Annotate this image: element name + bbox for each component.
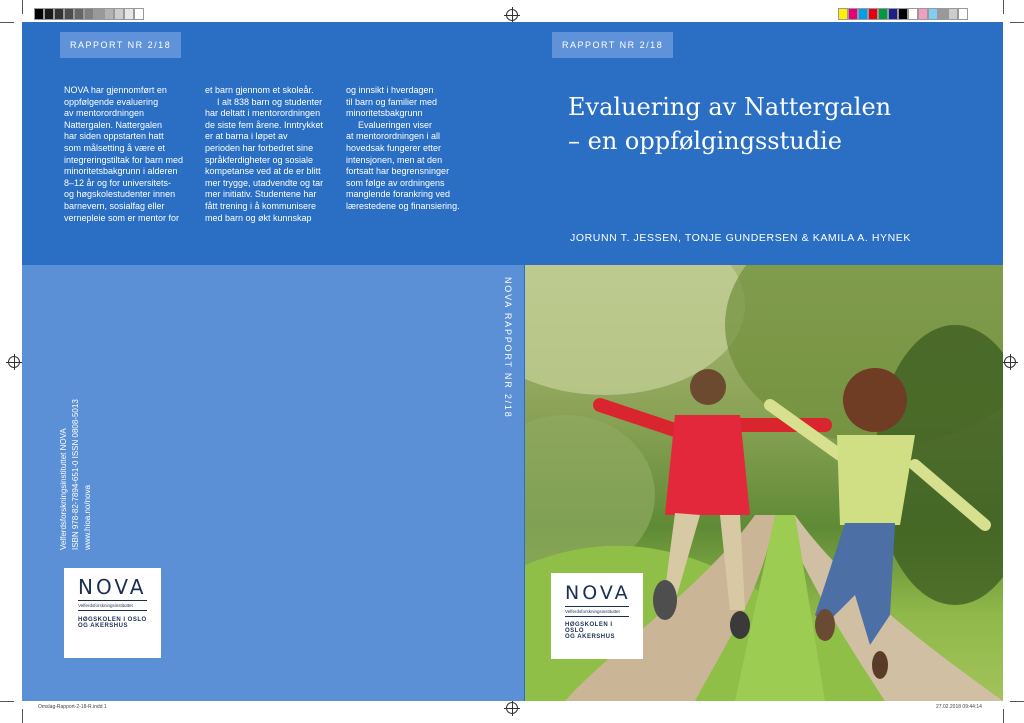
summary-line: kompetanse ved at de er blitt (205, 166, 321, 177)
summary-line: som målsetting å være et (64, 142, 166, 153)
logo-divider (78, 610, 147, 611)
summary-line: Nattergalen. Nattergalen (64, 119, 163, 130)
summary-line: med barn og økt kunnskap (205, 212, 312, 223)
logo-divider (565, 606, 629, 607)
report-title (568, 90, 988, 158)
summary-line: barnevern, sosialfag eller (64, 200, 165, 211)
crop-mark (0, 701, 14, 702)
logo-divider (565, 616, 629, 617)
summary-line: intensjonen, men at den (346, 154, 443, 165)
summary-line: hovedsak fungerer etter (346, 142, 442, 153)
registration-mark-left-icon (8, 356, 20, 368)
spine-text: NOVA RAPPORT NR 2/18 (503, 277, 513, 419)
crop-mark (1003, 709, 1004, 723)
summary-line: I alt 838 barn og studenter (217, 96, 323, 107)
summary-column-1 (64, 85, 194, 224)
summary-column-3 (346, 85, 476, 224)
back-report-tag: RAPPORT NR 2/18 (60, 32, 181, 58)
nova-logo-text: NOVA (78, 575, 147, 599)
summary-line: lærestedene og finansiering. (346, 200, 460, 211)
title-line-2: – en oppfølgingsstudie (568, 127, 842, 155)
summary-line: og høgskolestudenter innen (64, 189, 176, 200)
meta-institute: Velferdsforskningsinstituttet NOVA (59, 428, 68, 550)
registration-mark-bottom-icon (506, 702, 518, 714)
children-running-photo (525, 265, 1003, 701)
summary-line: av mentorordningen (64, 108, 145, 119)
crop-mark (1003, 0, 1004, 14)
back-cover-summary (64, 85, 476, 224)
summary-line: mer trygge, utadvendte og tar (205, 177, 324, 188)
summary-line: fått trening i å kommunisere (205, 200, 317, 211)
print-slug-file: Omslag-Rapport-2-18-R.indd 1 (38, 704, 107, 710)
nova-logo-back (64, 568, 161, 658)
summary-line: vernepleie som er mentor for (64, 212, 180, 223)
summary-line: oppfølgende evaluering (64, 96, 159, 107)
summary-line: 8–12 år og for universitets- (64, 177, 172, 188)
summary-line: mer initiativ. Studentene har (205, 189, 317, 200)
logo-institution-1: HØGSKOLEN I OSLO (565, 622, 613, 634)
summary-line: minoritetsbakgrunn (346, 108, 423, 119)
logo-subtitle: Velferdsforskningsinstituttet (78, 603, 133, 608)
registration-mark-right-icon (1004, 356, 1016, 368)
nova-logo-front (551, 573, 643, 659)
summary-line: at mentorordningen i all (346, 131, 441, 142)
authors: JORUNN T. JESSEN, TONJE GUNDERSEN & KAMILA A. HYNEK (570, 232, 912, 244)
logo-divider (78, 600, 147, 601)
summary-line: fortsatt har begrensninger (346, 166, 450, 177)
summary-line: et barn gjennom et skoleår. (205, 85, 314, 95)
summary-line: til barn og familier med (346, 96, 438, 107)
title-line-1: Evaluering av Nattergalen (568, 93, 892, 121)
summary-line: språkferdigheter og sosiale (205, 154, 314, 165)
summary-line: minoritetsbakgrunn i alderen (64, 166, 178, 177)
crop-mark (22, 709, 23, 723)
summary-line: og innsikt i hverdagen (346, 85, 434, 95)
summary-line: har deltatt i mentorordningen (205, 108, 321, 119)
summary-line: manglende forankring ved (346, 189, 451, 200)
summary-line: integreringstiltak for barn med (64, 154, 184, 165)
summary-line: er at barna i løpet av (205, 131, 288, 142)
crop-mark (1010, 701, 1024, 702)
grayscale-swatches (34, 8, 144, 20)
summary-line: NOVA har gjennomført en (64, 85, 167, 95)
logo-subtitle: Velferdsforskningsinstituttet (565, 609, 620, 614)
summary-line: Evalueringen viser (358, 119, 433, 130)
registration-mark-top-icon (506, 9, 518, 21)
summary-column-2 (205, 85, 335, 224)
color-swatches (838, 8, 968, 20)
logo-institution-2: OG AKERSHUS (565, 634, 615, 640)
publication-meta (58, 399, 94, 550)
report-cover (22, 22, 1003, 701)
summary-line: som følge av ordningens (346, 177, 445, 188)
print-slug-timestamp: 27.02.2018 09:44:14 (936, 704, 982, 710)
logo-institution-1: HØGSKOLEN I OSLO (78, 617, 147, 623)
front-report-tag: RAPPORT NR 2/18 (552, 32, 673, 58)
crop-mark (1010, 22, 1024, 23)
summary-line: de siste fem årene. Inntrykket (205, 119, 324, 130)
crop-mark (0, 22, 14, 23)
meta-website: www.hioa.no/nova (83, 485, 92, 550)
nova-logo-text: NOVA (565, 582, 631, 604)
summary-line: perioden har forbedret sine (205, 142, 314, 153)
summary-line: har siden oppstarten hatt (64, 131, 164, 142)
crop-mark (22, 0, 23, 14)
meta-isbn-issn: ISBN 978-82-7894-651-0 ISSN 0808-5013 (71, 399, 80, 550)
logo-institution-2: OG AKERSHUS (78, 623, 128, 629)
